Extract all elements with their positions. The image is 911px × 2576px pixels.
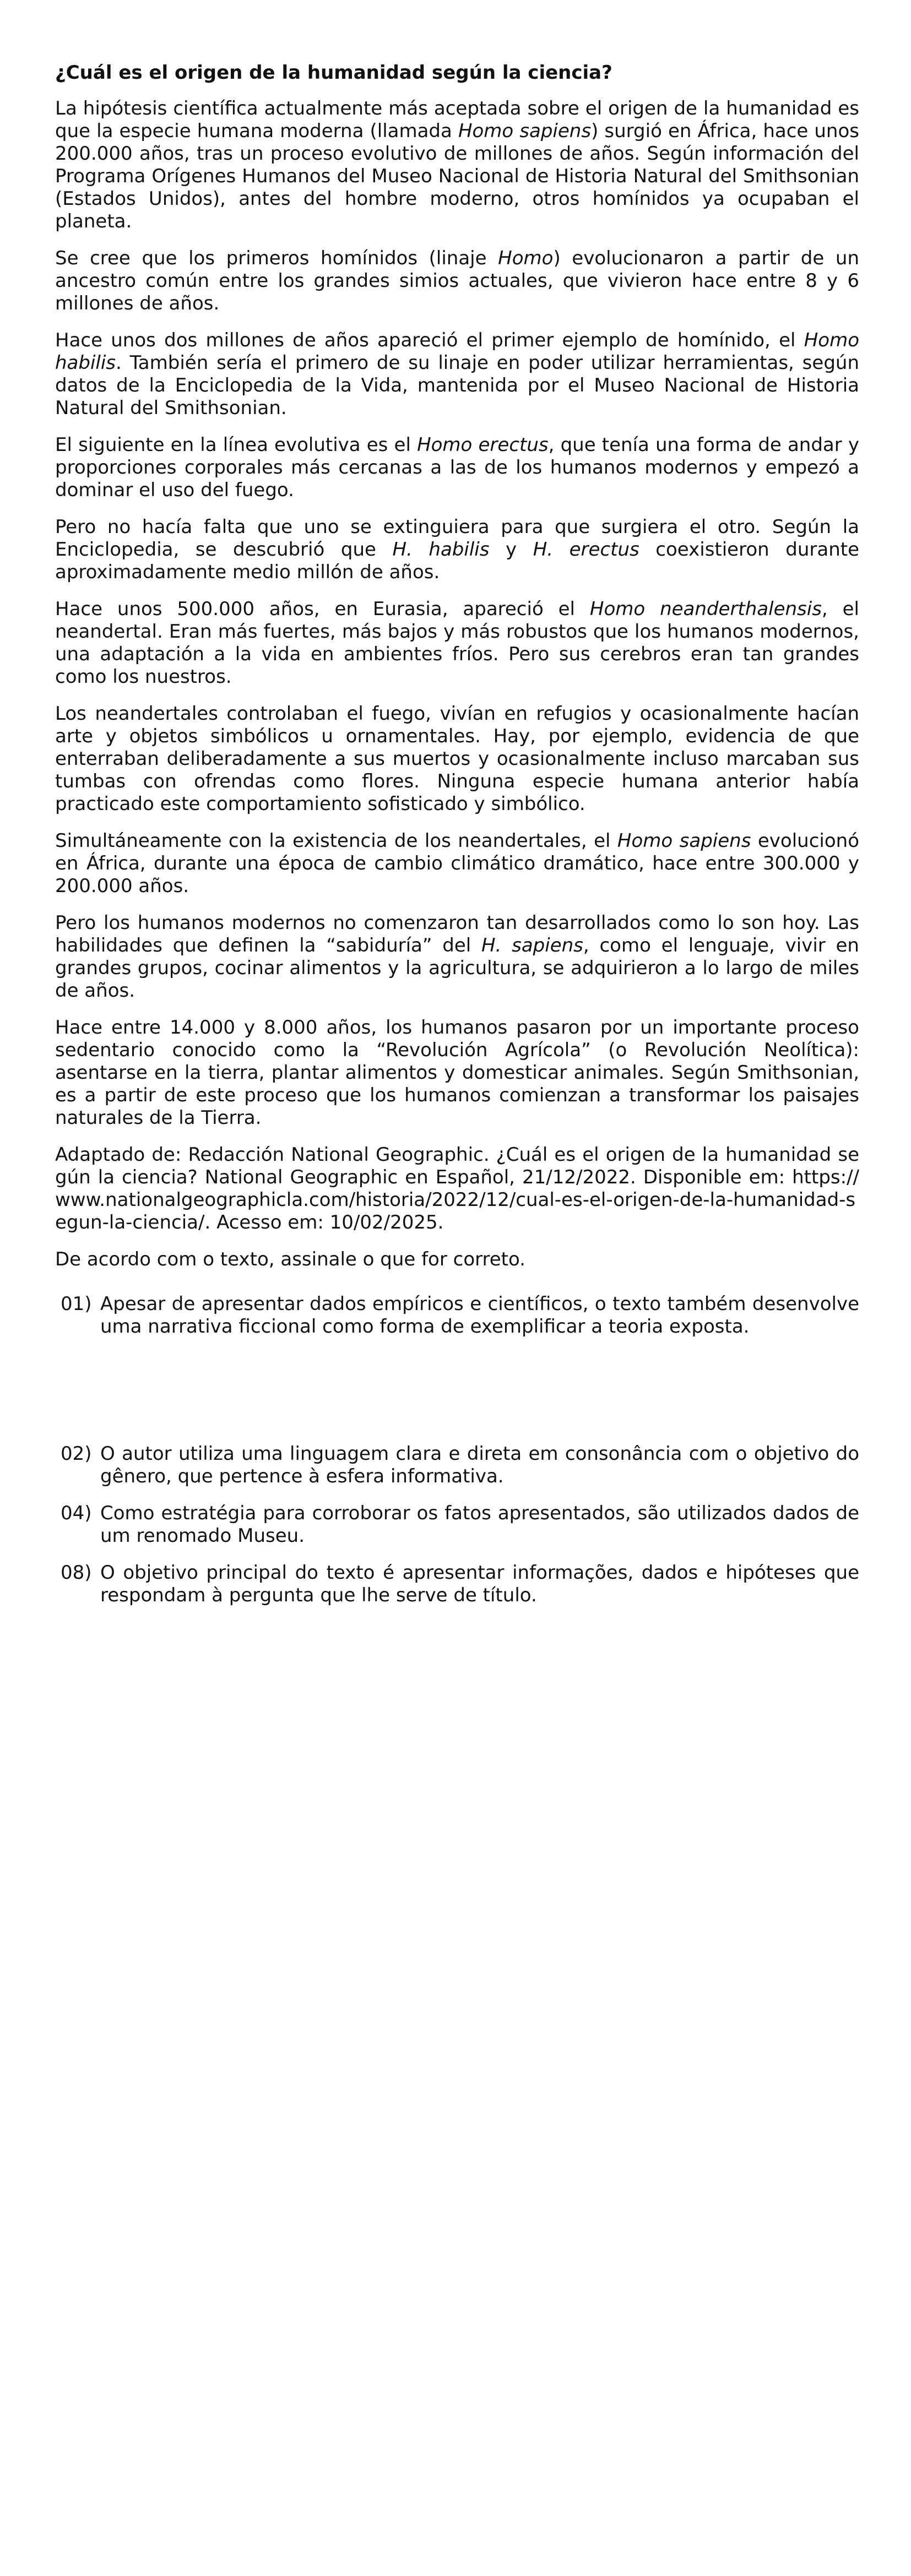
paragraph-10: Hace entre 14.000 y 8.000 años, los humanos pasaron por un importante proceso sedentario conocido como la “Revolución Agrícola” (o Revolución Neolítica): asentarse en la tierra, plantar alimentos y domesticar animales. Según Smithsonian, es a partir de este proceso que los humanos comienzan a transformar los paisajes naturales de la Tierra. [55, 1017, 859, 1129]
paragraph-8: Simultáneamente con la existencia de los neandertales, el Homo sapiens evolucionó en África, durante una época de cambio climático dramático, hace entre 300.000 y 200.000 años. [55, 830, 859, 897]
option-number: 02) [61, 1443, 92, 1465]
option-number: 08) [61, 1562, 92, 1584]
option-number: 04) [61, 1502, 92, 1524]
paragraph-7: Los neandertales controlaban el fuego, vivían en refugios y ocasionalmente hacían arte y objetos simbólicos u ornamentales. Hay, por ejemplo, evidencia de que enterraban deliberadamente a sus muertos y ocasionalmente incluso marcaban sus tumbas con ofrendas como flores. Ninguna especie humana anterior había practicado este comportamiento sofisticado y simbólico. [55, 703, 859, 815]
paragraph-6: Hace unos 500.000 años, en Eurasia, apareció el Homo neanderthalensis, el neandertal. Eran más fuertes, más bajos y más robustos que los humanos modernos, una adaptación a la vida en ambientes fríos. Pero sus cerebros eran tan grandes como los nuestros. [55, 598, 859, 688]
paragraph-4: El siguiente en la línea evolutiva es el Homo erectus, que tenía una forma de andar y proporciones corporales más cercanas a las de los humanos modernos y empezó a dominar el uso del fuego. [55, 434, 860, 501]
article-title: ¿Cuál es el origen de la humanidad según la ciencia? [55, 62, 612, 84]
answer-options [55, 1293, 859, 1607]
option-04 [55, 1502, 859, 1547]
paragraph-3: Hace unos dos millones de años apareció el primer ejemplo de homínido, el Homo habilis. También sería el primero de su linaje en poder utilizar herramientas, según datos de la Enciclopedia de la Vida, mantenida por el Museo Nacional de Historia Natural del Smithsonian. [55, 329, 859, 419]
option-08 [55, 1562, 859, 1607]
document-page [55, 62, 859, 1621]
paragraph-2: Se cree que los primeros homínidos (linaje Homo) evolucionaron a partir de un ancestro común entre los grandes simios actuales, que vivieron hace entre 8 y 6 millones de años. [55, 247, 859, 314]
option-number: 01) [61, 1293, 92, 1315]
option-text: Como estratégia para corroborar os fatos apresentados, são utilizados dados de um renomado Museu. [100, 1502, 859, 1547]
option-text: Apesar de apresentar dados empíricos e científicos, o texto também desenvolve uma narrativa ficcional como forma de exemplificar a teoria exposta. [100, 1293, 859, 1338]
article-body [55, 97, 859, 1129]
paragraph-9: Pero los humanos modernos no comenzaron tan desarrollados como lo son hoy. Las habilidades que definen la “sabiduría” del H. sapiens, como el lenguaje, vivir en grandes grupos, cocinar alimentos y la agricultura, se adquirieron a lo largo de miles de años. [55, 912, 859, 1002]
option-text: O objetivo principal do texto é apresentar informações, dados e hipóteses que respondam à pergunta que lhe serve de título. [100, 1562, 859, 1606]
option-text: O autor utiliza uma linguagem clara e direta em consonância com o objetivo do gênero, que pertence à esfera informativa. [100, 1443, 859, 1487]
paragraph-5: Pero no hacía falta que uno se extinguiera para que surgiera el otro. Según la Enciclopedia, se descubrió que H. habilis y H. erectus coexistieron durante aproximadamente medio millón de años. [55, 516, 859, 583]
option-02 [55, 1443, 859, 1488]
question-instruction: De acordo com o texto, assinale o que for correto. [55, 1248, 526, 1270]
option-01 [55, 1293, 859, 1338]
source-citation: Adaptado de: Redacción National Geographic. ¿Cuál es el origen de la humanidad según la ciencia? National Geographic en Español, 21/12/2022. Disponible em: https://www.nationalgeographicla.com/historia/2022/12/cual-es-el-origen-de-la-humanidad-segun-la-ciencia/. Acesso em: 10/02/2025. [55, 1144, 859, 1233]
paragraph-1: La hipótesis científica actualmente más aceptada sobre el origen de la humanidad es que la especie humana moderna (llamada Homo sapiens) surgió en África, hace unos 200.000 años, tras un proceso evolutivo de millones de años. Según información del Programa Orígenes Humanos del Museo Nacional de Historia Natural del Smithsonian (Estados Unidos), antes del hombre moderno, otros homínidos ya ocupaban el planeta. [55, 97, 859, 232]
